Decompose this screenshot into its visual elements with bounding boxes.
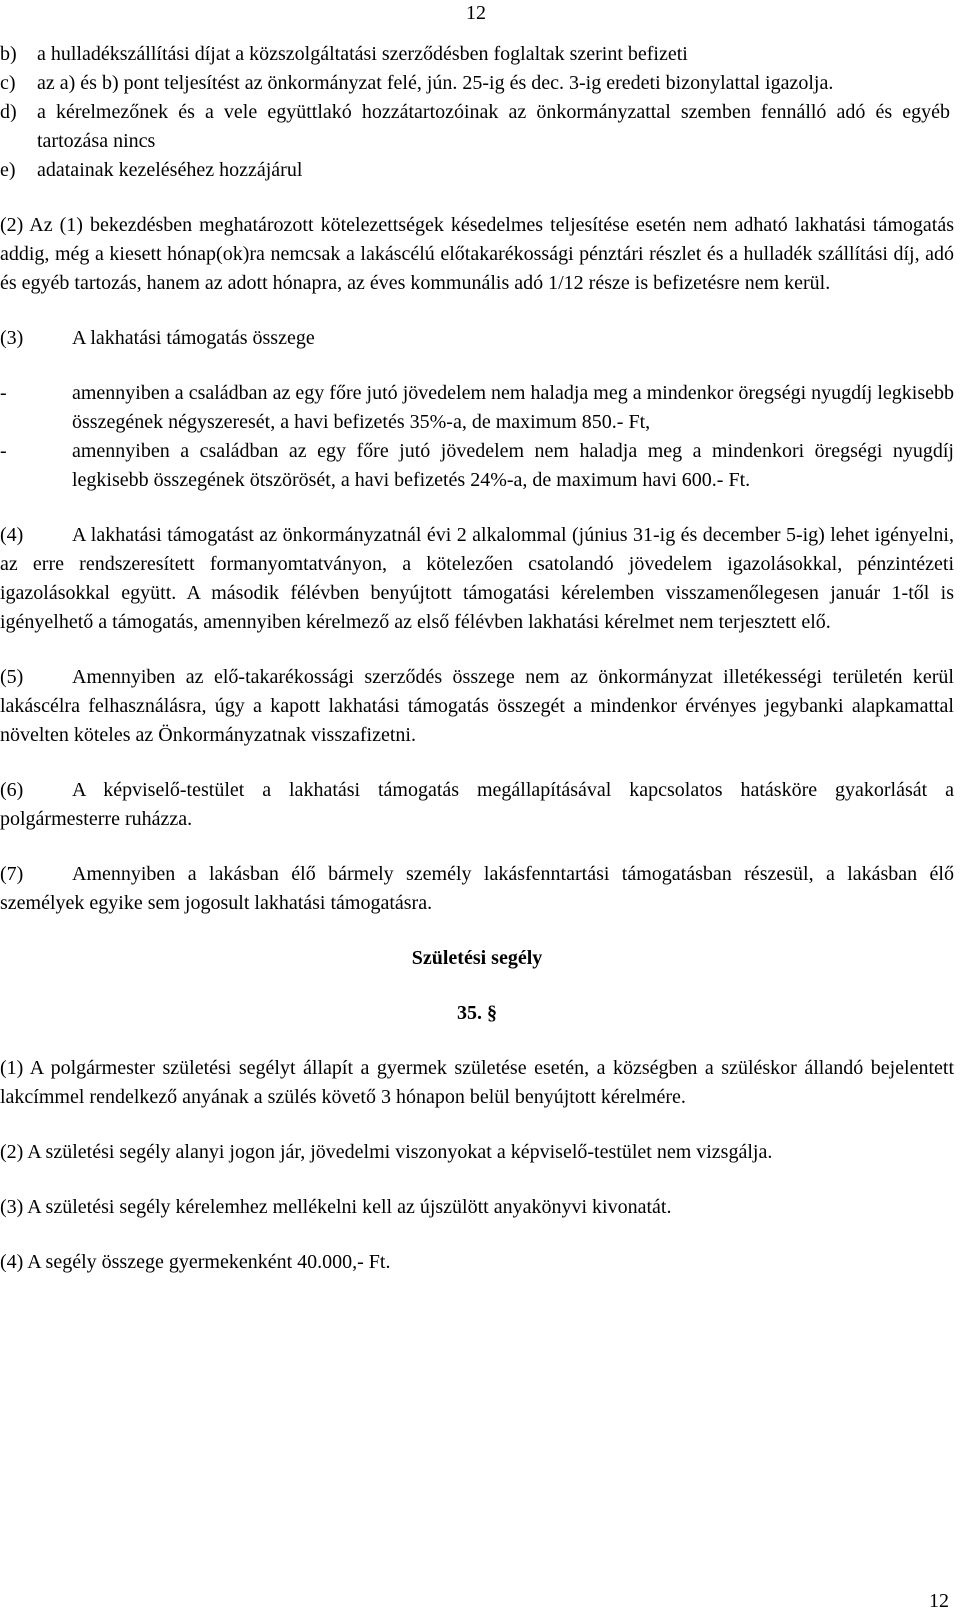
condition-list: [0, 40, 954, 185]
list-item-text: adatainak kezeléséhez hozzájárul: [37, 159, 303, 181]
list-item: [0, 69, 954, 98]
paragraph-number: (7): [0, 863, 24, 885]
paragraph-number: (6): [0, 779, 24, 801]
list-marker: b): [0, 43, 17, 65]
list-marker: d): [0, 101, 17, 123]
list-item-text: az a) és b) pont teljesítést az önkormányzat felé, jún. 25-ig és dec. 3-ig eredeti bizonylattal igazolja.: [37, 72, 834, 94]
list-item: [0, 379, 954, 437]
list-marker: -: [0, 382, 7, 404]
list-item: [0, 437, 954, 495]
section-number: 35. §: [457, 1002, 497, 1024]
paragraph-number: (3): [0, 327, 24, 349]
list-item-text: a hulladékszállítási díjat a közszolgáltatási szerződésben foglaltak szerint befizeti: [37, 43, 688, 65]
s35-paragraph-3: (3) A születési segély kérelemhez mellékelni kell az újszülött anyakönyvi kivonatát.: [0, 1196, 672, 1218]
paragraph-number: (4): [0, 524, 24, 546]
paragraph-4: [0, 521, 954, 637]
paragraph-3: [0, 324, 954, 353]
page-number-bottom: 12: [929, 1590, 949, 1612]
paragraph-6: [0, 776, 954, 834]
paragraph-5: [0, 663, 954, 750]
paragraph-7: [0, 860, 954, 918]
document-body: [0, 40, 954, 1277]
paragraph-number: (5): [0, 666, 24, 688]
list-item-text: a kérelmezőnek és a vele együttlakó hozzátartozóinak az önkormányzattal szemben fennálló adó és egyéb tartozása nincs: [37, 101, 950, 152]
list-marker: -: [0, 440, 7, 462]
paragraph-text: A lakhatási támogatást az önkormányzatnál évi 2 alkalommal (június 31-ig és december 5-ig) lehet igényelni, az erre rendszeresített formanyomtatványon, a kötelezően csatolandó jövedelem igazolásokkal, pénzintézeti igazolásokkal együtt. A második félévben benyújtott támogatási kérelemben visszamenőlegesen január 1-től is igényelhető a támogatás, amennyiben kérelmező az első félévben lakhatási kérelmet nem terjesztett elő.: [0, 524, 954, 633]
list-marker: e): [0, 159, 16, 181]
paragraph-text: A lakhatási támogatás összege: [72, 327, 315, 349]
list-item-text: amennyiben a családban az egy főre jutó jövedelem nem haladja meg a mindenkor öregségi nyugdíj legkisebb összegének négyszeresét, a havi befizetés 35%-a, de maximum 850.- Ft,: [72, 382, 954, 433]
list-item: [0, 40, 954, 69]
amount-list: [0, 379, 954, 495]
s35-paragraph-1: (1) A polgármester születési segélyt állapít a gyermek születése esetén, a községben a szüléskor állandó bejelentett lakcímmel rendelkező anyának a szülés követő 3 hónapon belül benyújtott kérelmére.: [0, 1057, 954, 1108]
list-item: [0, 156, 954, 185]
s35-paragraph-4: (4) A segély összege gyermekenként 40.000,- Ft.: [0, 1251, 391, 1273]
paragraph-text: A képviselő-testület a lakhatási támogatás megállapításával kapcsolatos hatásköre gyakorlását a polgármesterre ruházza.: [0, 779, 954, 830]
section-title: Születési segély: [411, 947, 543, 969]
list-item-text: amennyiben a családban az egy főre jutó jövedelem nem haladja meg a mindenkori öregségi nyugdíj legkisebb összegének ötszörösét, a havi befizetés 24%-a, de maximum havi 600.- Ft.: [72, 440, 954, 491]
list-item: [0, 98, 954, 156]
page-number-top: 12: [466, 2, 486, 24]
paragraph-2: (2) Az (1) bekezdésben meghatározott kötelezettségek késedelmes teljesítése esetén nem adható lakhatási támogatás addig, még a kiesett hónap(ok)ra nemcsak a lakáscélú előtakarékossági pénztári részlet és a hulladék szállítási díj, adó és egyéb tartozás, hanem az adott hónapra, az éves kommunális adó 1/12 része is befizetésre nem kerül.: [0, 214, 954, 294]
list-marker: c): [0, 72, 16, 94]
s35-paragraph-2: (2) A születési segély alanyi jogon jár, jövedelmi viszonyokat a képviselő-testület nem vizsgálja.: [0, 1141, 773, 1163]
paragraph-text: Amennyiben a lakásban élő bármely személy lakásfenntartási támogatásban részesül, a lakásban élő személyek egyike sem jogosult lakhatási támogatásra.: [0, 863, 954, 914]
paragraph-text: Amennyiben az elő-takarékossági szerződés összege nem az önkormányzat illetékességi területén kerül lakáscélra felhasználásra, úgy a kapott lakhatási támogatás összegét a mindenkor érvényes jegybanki alapkamattal növelten köteles az Önkormányzatnak visszafizetni.: [0, 666, 954, 746]
